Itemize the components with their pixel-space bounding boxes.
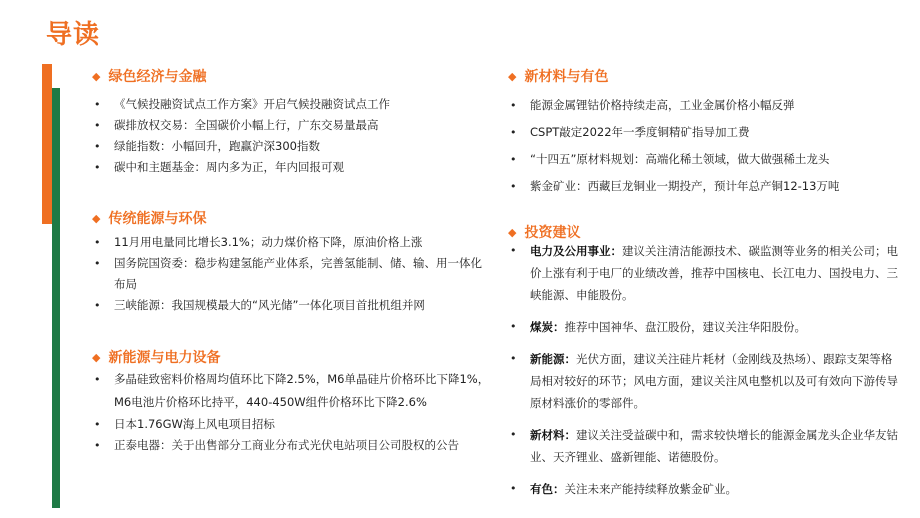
diamond-icon: ◆ <box>92 351 101 364</box>
investment-advice-list <box>508 240 898 500</box>
diamond-icon: ◆ <box>508 70 517 83</box>
list-item: • 煤炭：推荐中国神华、盘江股份，建议关注华阳股份。 <box>510 320 806 334</box>
list-item: • 新材料：建议关注受益碳中和，需求较快增长的能源金属龙头企业华友钴业、天齐锂业、盛新锂能、诺德股份。 <box>510 428 898 464</box>
new-energy-list <box>92 368 494 456</box>
list-item: • 紫金矿业：西藏巨龙铜业一期投产，预计年总产铜12-13万吨 <box>510 179 840 193</box>
traditional-energy-list <box>92 232 482 316</box>
list-item: • 国务院国资委：稳步构建氢能产业体系，完善氢能制、储、输、用一体化布局 <box>94 256 482 291</box>
section-heading-green-finance: ◆ 绿色经济与金融 <box>92 69 207 85</box>
list-item: • 新能源：光伏方面，建议关注硅片耗材（金刚线及热场）、跟踪支架等格局相对较好的环节；风电方面，建议关注风电整机以及可有效向下游传导原材料涨价的零部件。 <box>510 352 898 410</box>
page-title: 导读 <box>46 20 101 50</box>
green-finance-list <box>92 94 492 178</box>
section-heading-new-energy: ◆ 新能源与电力设备 <box>92 350 221 366</box>
list-item: • 《气候投融资试点工作方案》开启气候投融资试点工作 <box>94 97 390 111</box>
list-item: • 11月用电量同比增长3.1%；动力煤价格下降，原油价格上涨 <box>94 235 423 249</box>
list-item: • 日本1.76GW海上风电项目招标 <box>94 417 275 431</box>
list-item: • 能源金属锂钴价格持续走高，工业金属价格小幅反弹 <box>510 98 795 112</box>
accent-bar-orange <box>42 64 52 224</box>
list-item: • 多晶硅致密料价格周均值环比下降2.5%，M6单晶硅片价格环比下降1%，M6电池片价格环比持平，440-450W组件价格环比下降2.6% <box>94 372 490 409</box>
list-item: • CSPT敲定2022年一季度铜精矿指导加工费 <box>510 125 750 139</box>
diamond-icon: ◆ <box>92 70 101 83</box>
list-item: • 绿能指数：小幅回升，跑赢沪深300指数 <box>94 139 320 153</box>
accent-bar-green <box>52 88 60 508</box>
list-item: • 电力及公用事业：建议关注清洁能源技术、碳监测等业务的相关公司；电价上涨有利于电厂的业绩改善，推荐中国核电、长江电力、国投电力、三峡能源、申能股份。 <box>510 244 898 302</box>
list-item: • 三峡能源：我国规模最大的“风光储”一体化项目首批机组并网 <box>94 298 425 312</box>
section-heading-new-materials: ◆ 新材料与有色 <box>508 69 609 85</box>
new-materials-list <box>508 92 908 200</box>
section-heading-traditional-energy: ◆ 传统能源与环保 <box>92 211 207 227</box>
section-heading-investment-advice: ◆ 投资建议 <box>508 225 581 241</box>
list-item: • 有色：关注未来产能持续释放紫金矿业。 <box>510 482 737 496</box>
list-item: • 碳排放权交易：全国碳价小幅上行，广东交易量最高 <box>94 118 379 132</box>
diamond-icon: ◆ <box>508 226 517 239</box>
diamond-icon: ◆ <box>92 212 101 225</box>
list-item: • 正泰电器：关于出售部分工商业分布式光伏电站项目公司股权的公告 <box>94 438 459 452</box>
list-item: • “十四五”原材料规划：高端化稀土领域，做大做强稀土龙头 <box>510 152 830 166</box>
list-item: • 碳中和主题基金：周内多为正，年内回报可观 <box>94 160 344 174</box>
